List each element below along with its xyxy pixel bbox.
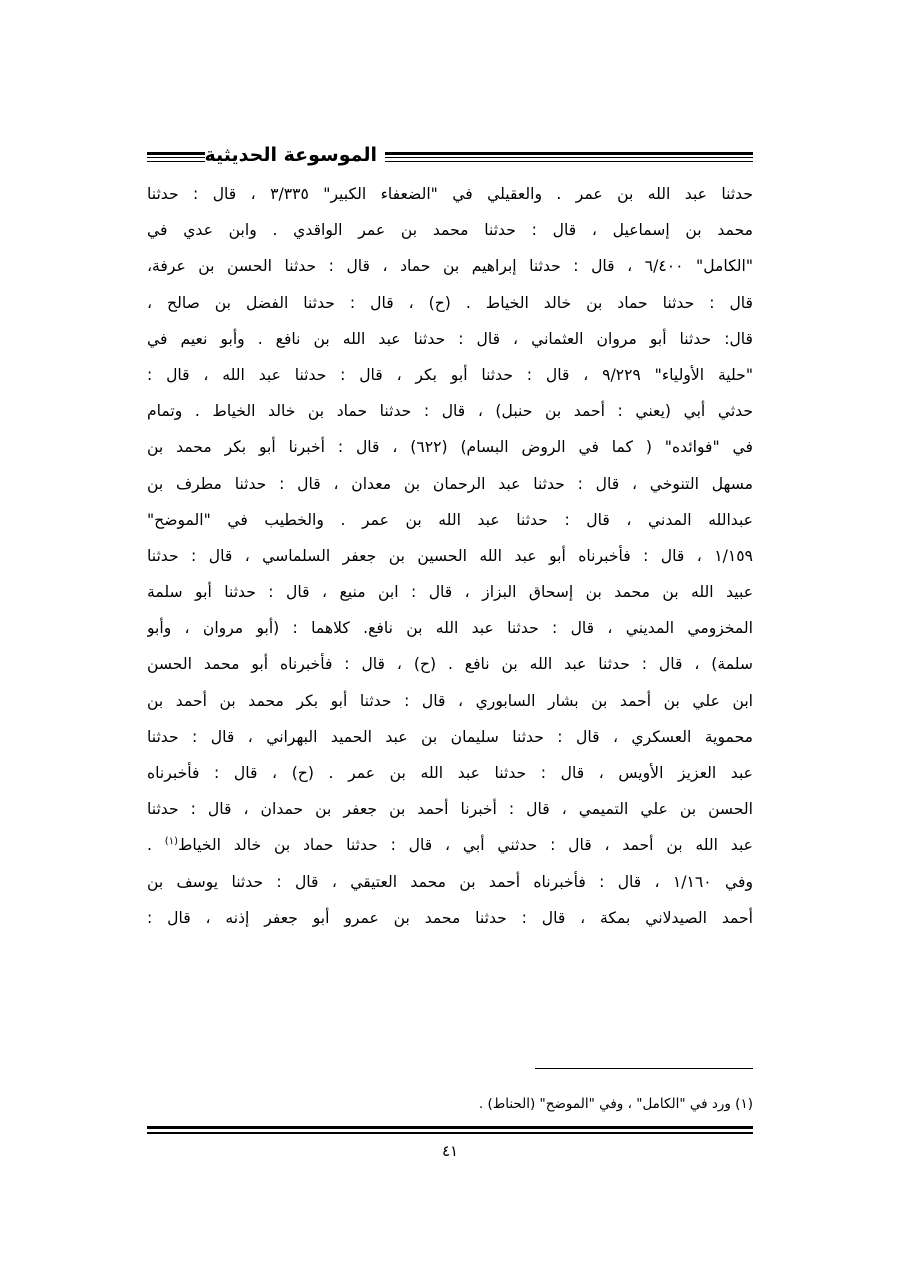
body-line-end: . xyxy=(147,836,165,855)
page-number: ٤١ xyxy=(441,1142,459,1160)
header-rule-right xyxy=(385,152,753,162)
body-text xyxy=(147,176,753,936)
body-line: عبد العزيز الأويس ، قال : حدثنا عبد الله بن عمر . (ح) ، قال : فأخبرناه xyxy=(147,764,753,782)
body-line-text: عبد الله بن أحمد ، قال : حدثني أبي ، قال : حدثنا حماد بن خالد الخياط xyxy=(177,836,753,855)
body-line: وفي ١/١٦٠ ، قال : فأخبرناه أحمد بن محمد العتيقي ، قال : حدثنا يوسف بن xyxy=(147,872,753,891)
header-rule-left xyxy=(147,152,205,162)
body-line: سلمة) ، قال : حدثنا عبد الله بن نافع . (ح) ، قال : فأخبرناه أبو محمد الحسن xyxy=(147,655,753,674)
body-line: المخزومي المديني ، قال : حدثنا عبد الله بن نافع. كلاهما : (أبو مروان ، وأبو xyxy=(147,619,753,638)
footnote: (١) ورد في "الكامل" ، وفي "الموضح" (الحناط) . xyxy=(478,1096,753,1112)
body-line: في "فوائده" ( كما في الروض البسام) (٦٢٢) ، قال : أخبرنا أبو بكر محمد بن xyxy=(147,438,753,457)
body-line: ١/١٥٩ ، قال : فأخبرناه أبو عبد الله الحسين بن جعفر السلماسي ، قال : حدثنا xyxy=(147,546,753,565)
body-line: مسهل التنوخي ، قال : حدثنا عبد الرحمان بن معدان ، قال : حدثنا مطرف بن xyxy=(147,474,753,493)
body-line: عبيد الله بن محمد بن إسحاق البزاز ، قال : ابن منيع ، قال : حدثنا أبو سلمة xyxy=(147,583,753,602)
footnote-reference: (١) xyxy=(164,836,178,848)
body-line: محمد بن إسماعيل ، قال : حدثنا محمد بن عمر الواقدي . وابن عدي في xyxy=(147,221,753,240)
body-line: حدثنا عبد الله بن عمر . والعقيلي في "الضعفاء الكبير" ٣/٣٣٥ ، قال : حدثنا xyxy=(147,185,753,203)
body-line: أحمد الصيدلاني بمكة ، قال : حدثنا محمد بن عمرو أبو جعفر إذنه ، قال : xyxy=(147,908,753,927)
body-line-with-footnote xyxy=(147,827,753,863)
body-line: "الكامل" ٦/٤٠٠ ، قال : حدثنا إبراهيم بن حماد ، قال : حدثنا الحسن بن عرفة، xyxy=(147,257,753,276)
body-line: قال : حدثنا حماد بن خالد الخياط . (ح) ، قال : حدثنا الفضل بن صالح ، xyxy=(147,293,753,312)
body-line: ابن علي بن أحمد بن بشار السابوري ، قال : حدثنا أبو بكر محمد بن أحمد بن xyxy=(147,691,753,710)
body-line: قال: حدثنا أبو مروان العثماني ، قال : حدثنا عبد الله بن نافع . وأبو نعيم في xyxy=(147,329,753,348)
footnote-separator xyxy=(535,1068,753,1069)
header-title: الموسوعة الحديثية xyxy=(204,144,377,166)
footer-rule xyxy=(147,1126,753,1134)
page-header xyxy=(147,140,753,170)
body-line: محموية العسكري ، قال : حدثنا سليمان بن عبد الحميد البهراني ، قال : حدثنا xyxy=(147,727,753,746)
body-line: حدثي أبي (يعني : أحمد بن حنبل) ، قال : حدثنا حماد بن خالد الخياط . وتمام xyxy=(147,402,753,421)
body-line: الحسن بن علي التميمي ، قال : أخبرنا أحمد بن جعفر بن حمدان ، قال : حدثنا xyxy=(147,800,753,819)
body-line: "حلية الأولياء" ٩/٢٢٩ ، قال : حدثنا أبو بكر ، قال : حدثنا عبد الله ، قال : xyxy=(147,365,753,384)
body-line: عبدالله المدني ، قال : حدثنا عبد الله بن عمر . والخطيب في "الموضح" xyxy=(147,510,753,529)
